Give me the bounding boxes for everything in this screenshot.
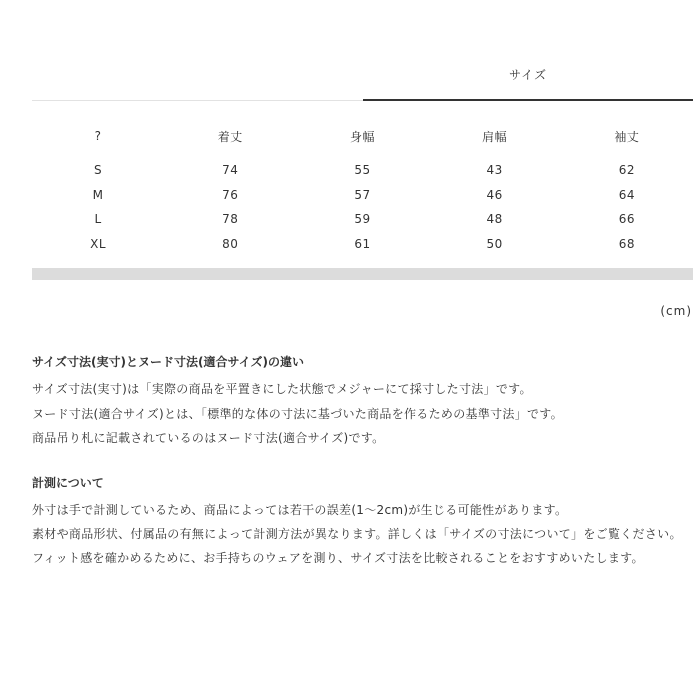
tab-size[interactable]: サイズ [508,68,548,82]
cell: 66 [618,212,636,227]
cell: 55 [354,163,371,178]
cell: 57 [354,187,371,202]
tab-active-indicator [363,99,693,101]
cell: 64 [618,187,636,202]
tab-divider [32,100,363,101]
cell: M [92,187,104,202]
cell: S [94,163,103,178]
cell: 43 [486,163,503,178]
cell: 62 [618,163,636,178]
unit-label: (cm) [660,304,692,318]
note-line: ヌード寸法(適合サイズ)とは、「標準的な体の寸法に基づいた商品を作るための基準寸法」です。 [32,406,563,421]
note-line: サイズ寸法(実寸)は「実際の商品を平置きにした状態でメジャーにて採寸した寸法」です。 [32,382,532,396]
cell: XL [90,236,107,251]
cell: 74 [222,163,239,178]
cell: 78 [222,212,239,227]
cell: 46 [486,187,503,202]
table-row [32,207,693,232]
table-row [32,183,693,208]
table-horizontal-scrollbar[interactable] [32,268,693,280]
cell: 59 [354,212,371,227]
size-table [32,124,693,256]
cell: 61 [354,236,371,251]
cell: 80 [222,236,239,251]
cell: 68 [618,236,636,251]
size-tab-bar [32,60,693,102]
section-heading-size-difference: サイズ寸法(実寸)とヌード寸法(適合サイズ)の違い [32,355,305,369]
cell: 48 [486,212,503,227]
table-row [32,232,693,257]
note-line: 素材や商品形状、付属品の有無によって計測方法が異なります。詳しくは「サイズの寸法について」をご覧ください。 [32,527,682,541]
header-length: 着丈 [217,129,243,144]
section-heading-measurement: 計測について [32,475,104,490]
table-row [32,158,693,183]
cell: 50 [486,236,503,251]
header-size: ? [94,129,102,143]
header-width: 身幅 [349,129,375,144]
table-header-row [32,124,693,148]
size-notes [32,352,692,572]
cell: L [94,212,102,227]
cell: 76 [222,187,239,202]
note-line: フィット感を確かめるために、お手持ちのウェアを測り、サイズ寸法を比較されることをおすすめいたします。 [32,551,644,565]
note-line: 外寸は手で計測しているため、商品によっては若干の誤差(1～2cm)が生じる可能性があります。 [32,502,568,517]
note-line: 商品吊り札に記載されているのはヌード寸法(適合サイズ)です。 [32,431,385,445]
header-shoulder: 肩幅 [482,129,508,144]
header-sleeve: 袖丈 [614,129,640,144]
